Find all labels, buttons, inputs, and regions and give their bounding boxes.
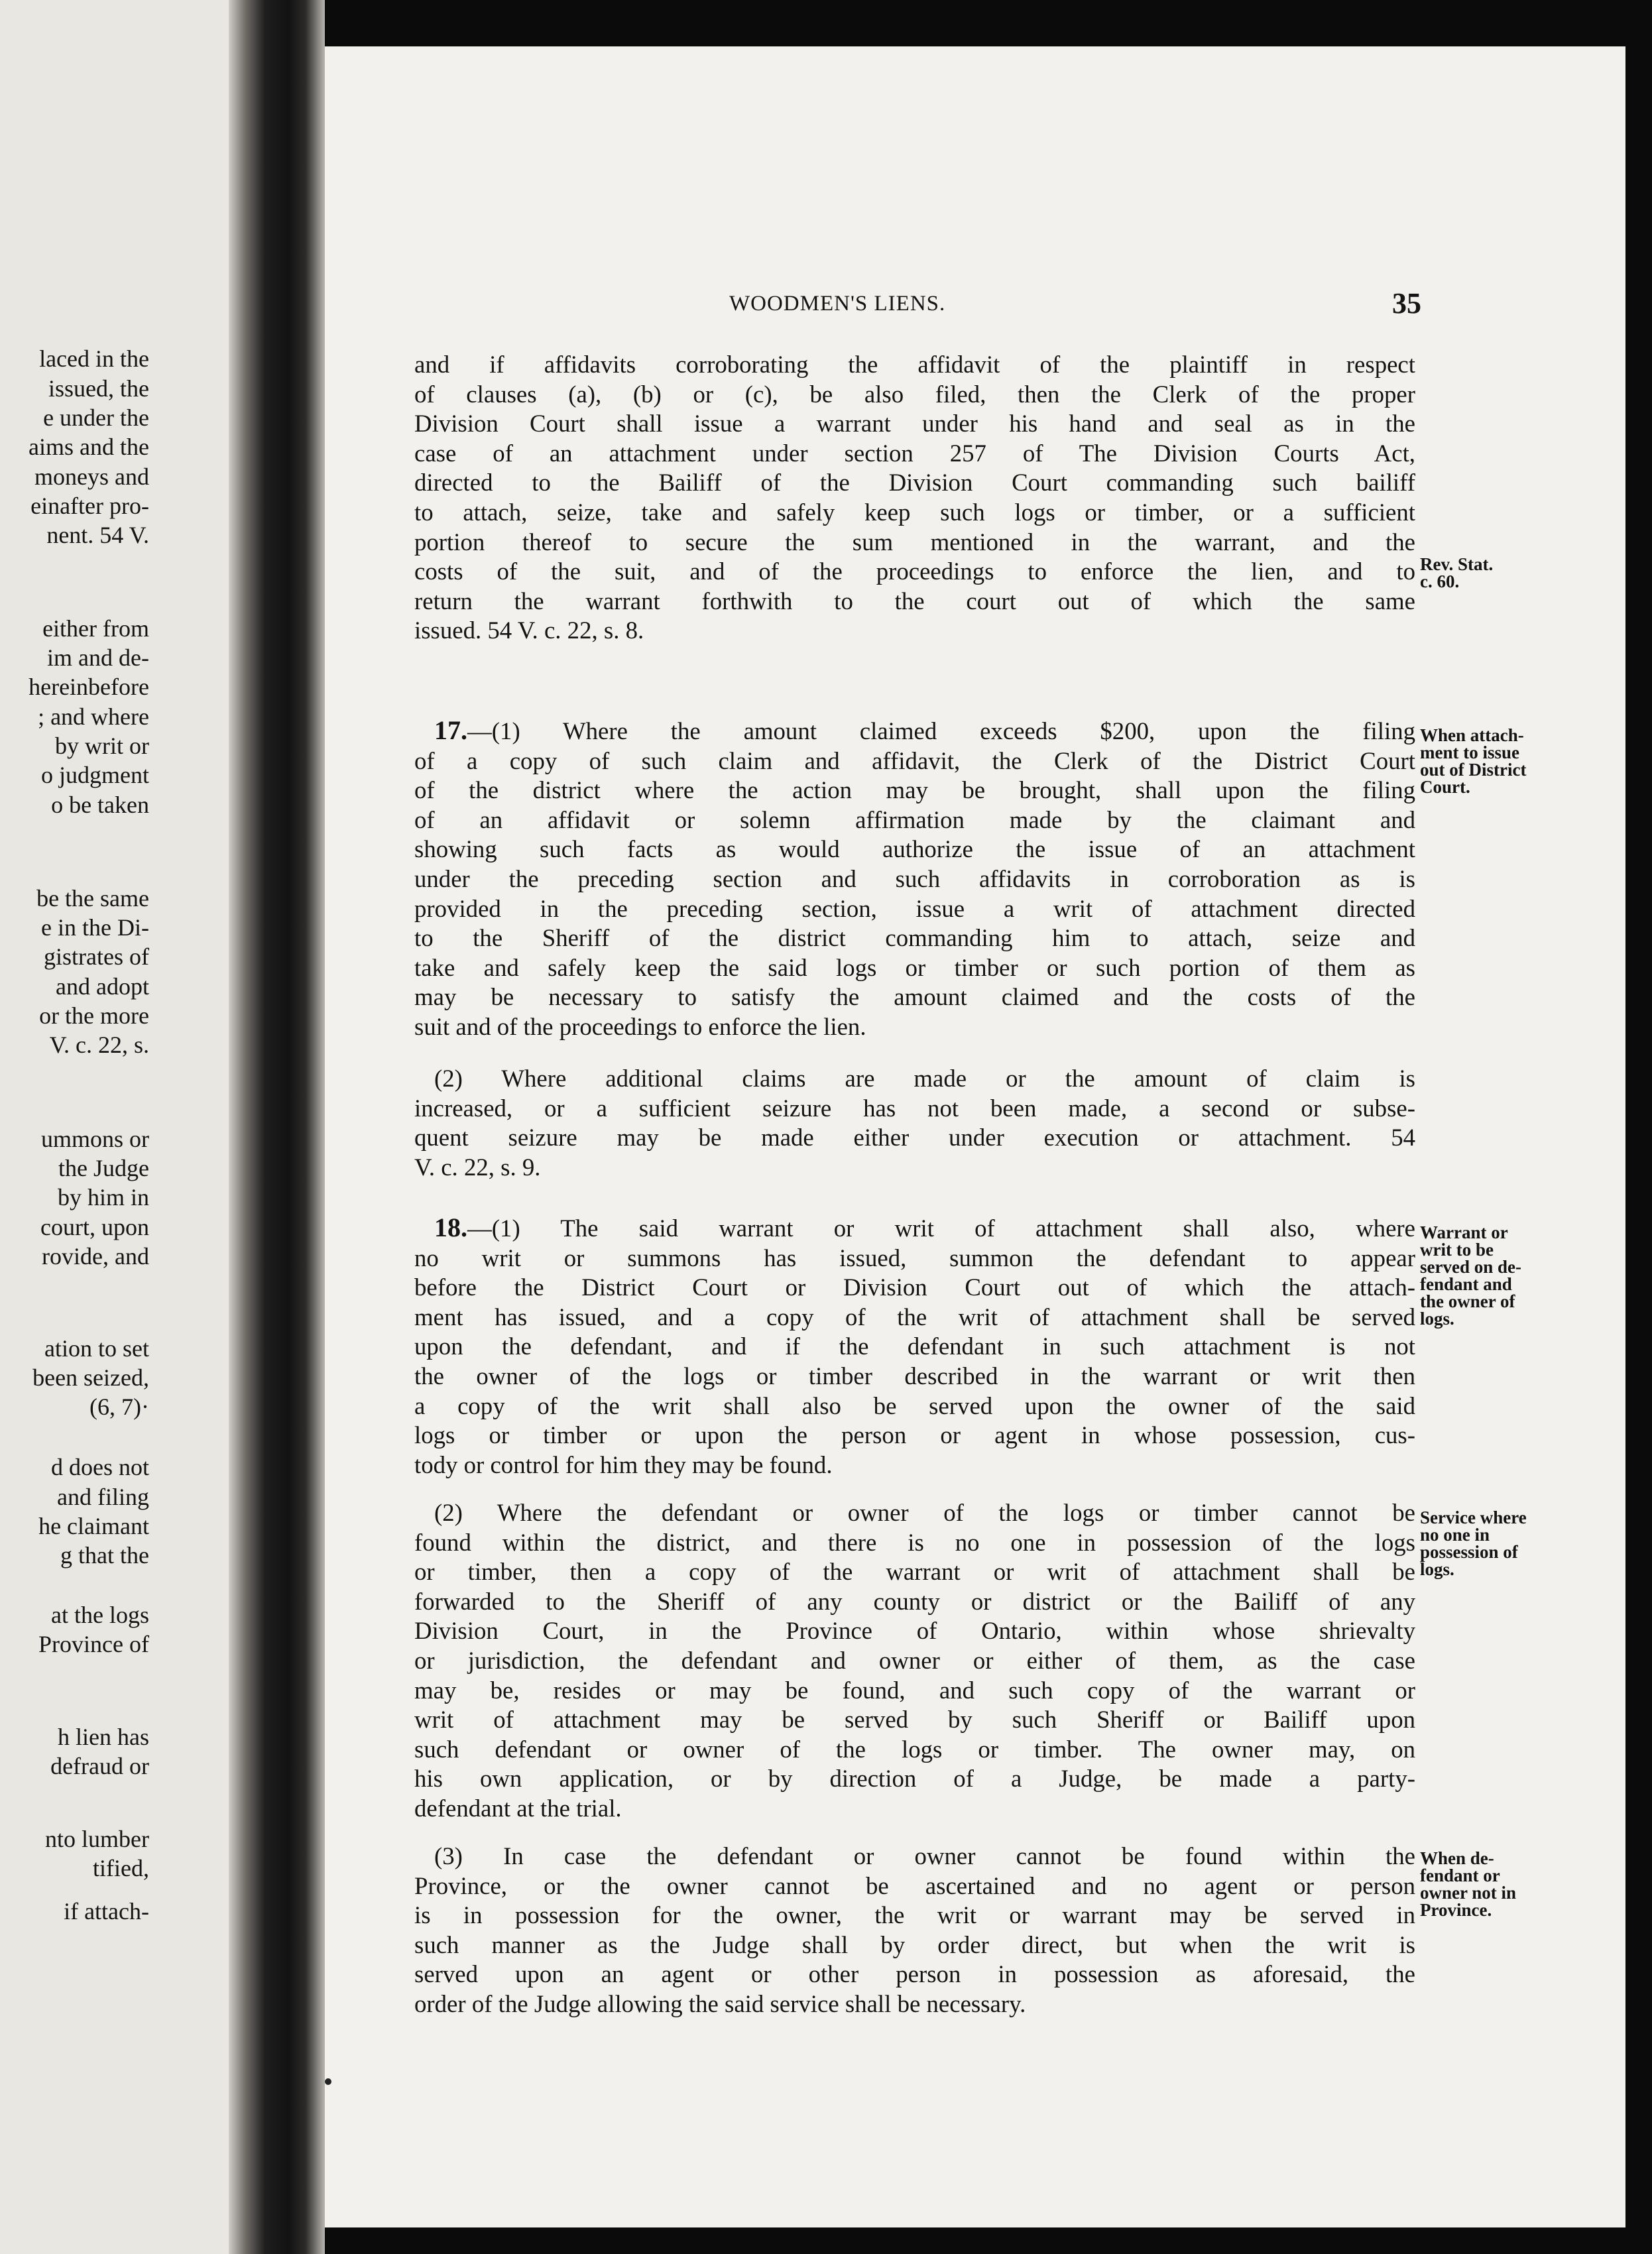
marginal-note-line: out of District [1420,760,1527,780]
page-number: 35 [1392,287,1421,320]
text-line: Division Court shall issue a warrant under his hand and seal as in the [414,410,1415,438]
text-line: suit and of the proceedings to enforce the lien. [414,1012,866,1040]
marginal-note-line: served on de- [1420,1257,1521,1277]
text-line: to attach, seize, take and safely keep such logs or timber, or a sufficient [414,498,1415,526]
text-line: no writ or summons has issued, summon the defendant to appear [414,1244,1415,1272]
text-line: forwarded to the Sheriff of any county or district or the Bailiff of any [414,1587,1415,1615]
text-line: or timber, then a copy of the warrant or writ of attachment shall be [414,1558,1415,1586]
marginal-note-line: Court. [1420,777,1470,797]
left-page-line: rovide, and [42,1243,149,1270]
left-page-line: by him in [57,1184,149,1211]
left-page-line: by writ or [55,733,149,759]
marginal-note-n2 [1420,727,1526,796]
text-line [414,1213,1415,1244]
text-line: costs of the suit, and of the proceedings to enforce the lien, and to [414,558,1415,585]
left-page-line: o judgment [41,762,149,788]
left-page-line: been seized, [32,1364,149,1391]
marginal-note-line: ment to issue [1420,742,1519,762]
text-line-content: —(1) The said warrant or writ of attachment shall also, where [467,1215,1415,1242]
left-page-line: defraud or [50,1753,149,1779]
left-page-line: and filing [57,1484,149,1510]
text-line: case of an attachment under section 257 of The Division Courts Act, [414,439,1415,467]
marginal-note-line: Warrant or [1420,1222,1508,1242]
text-line: tody or control for him they may be found. [414,1451,833,1478]
right-page [325,46,1625,2227]
marginal-note-line: When attach- [1420,725,1524,745]
left-page-line: ; and where [38,703,149,730]
marginal-note-line: Rev. Stat. [1420,554,1494,574]
text-line: under the preceding section and such affidavits in corroboration as is [414,864,1415,892]
text-line: the owner of the logs or timber described in the warrant or writ then [414,1362,1415,1390]
paragraph-p5 [414,1498,1415,1824]
text-line: issued. 54 V. c. 22, s. 8. [414,617,644,644]
paragraph-p6 [414,1842,1415,2019]
text-line: to the Sheriff of the district commanding him to attach, seize and [414,924,1415,952]
left-page-line: aims and the [29,434,149,460]
left-page-line: ation to set [44,1335,149,1362]
left-page-line: h lien has [58,1724,149,1750]
printer-dot [325,2078,331,2085]
left-page-line: or the more [39,1002,149,1029]
left-page-line: o be taken [51,792,149,818]
text-line: defendant at the trial. [414,1794,622,1822]
marginal-note-line: When de- [1420,1848,1494,1868]
marginal-note-line: logs. [1420,1559,1454,1579]
marginal-note-line: the owner of [1420,1291,1515,1311]
text-line [414,716,1415,746]
marginal-note-line: Province. [1420,1900,1492,1920]
marginal-note-line: c. 60. [1420,571,1460,591]
left-page-line: if attach- [64,1898,149,1925]
text-line: such manner as the Judge shall by order direct, but when the writ is [414,1930,1415,1958]
text-line: of the district where the action may be brought, shall upon the filing [414,776,1415,804]
text-line: found within the district, and there is no one in possession of the logs [414,1528,1415,1556]
running-header: WOODMEN'S LIENS. [729,292,946,316]
text-line: Division Court, in the Province of Ontario, within whose shrievalty [414,1617,1415,1645]
marginal-note-n3 [1420,1224,1521,1327]
text-line: his own application, or by direction of a Judge, be made a party- [414,1765,1415,1793]
left-page-line: he claimant [38,1513,149,1539]
text-line: quent seizure may be made either under execution or attachment. 54 [414,1124,1415,1152]
section-number: 18. [434,1213,467,1242]
book-gutter [229,0,325,2254]
left-page-line: nto lumber [45,1826,149,1852]
text-line: of a copy of such claim and affidavit, the Clerk of the District Court [414,746,1415,774]
left-page-line: im and de- [47,644,149,671]
left-page-line: laced in the [39,345,149,372]
left-page-line: at the logs [51,1602,149,1628]
text-line: (2) Where additional claims are made or the amount of claim is [434,1065,1415,1092]
section-number: 17. [434,715,467,745]
text-line: order of the Judge allowing the said service shall be necessary. [414,1989,1026,2017]
text-line: (3) In case the defendant or owner cannot be found within the [434,1842,1415,1869]
left-page-line: ummons or [40,1126,149,1152]
marginal-note-line: possession of [1420,1542,1518,1562]
left-page-line: d does not [51,1454,149,1480]
left-page-line: be the same [36,885,149,912]
text-line: may be necessary to satisfy the amount claimed and the costs of the [414,983,1415,1011]
left-page-line: (6, 7)· [89,1394,149,1420]
text-line: may be, resides or may be found, and such copy of the warrant or [414,1676,1415,1704]
marginal-note-n4 [1420,1509,1527,1578]
left-page-line: g that the [60,1542,149,1569]
text-line: (2) Where the defendant or owner of the logs or timber cannot be [434,1499,1415,1526]
text-line: directed to the Bailiff of the Division Court commanding such bailiff [414,469,1415,497]
left-page-line: einafter pro- [30,493,149,519]
text-line: or jurisdiction, the defendant and owner or either of them, as the case [414,1646,1415,1674]
text-line: take and safely keep the said logs or timber or such portion of them as [414,953,1415,981]
text-line: ment has issued, and a copy of the writ of attachment shall be served [414,1303,1415,1331]
left-page-line: the Judge [58,1155,149,1181]
left-page-line: nent. 54 V. [46,522,149,548]
left-page-line: court, upon [40,1214,149,1240]
text-line: Province, or the owner cannot be ascertained and no agent or person [414,1871,1415,1899]
marginal-note-n1 [1420,556,1493,590]
left-page-line: and adopt [56,973,149,1000]
text-line: showing such facts as would authorize the issue of an attachment [414,835,1415,863]
marginal-note-line: owner not in [1420,1883,1517,1903]
text-line: and if affidavits corroborating the affidavit of the plaintiff in respect [414,351,1415,378]
left-page-line: e under the [43,404,149,431]
left-page-line: V. c. 22, s. [49,1032,149,1058]
marginal-note-line: fendant or [1420,1866,1500,1885]
left-page-line: e in the Di- [41,914,149,941]
text-line: is in possession for the owner, the writ or warrant may be served in [414,1901,1415,1929]
text-line: served upon an agent or other person in possession as aforesaid, the [414,1960,1415,1988]
left-page-line: moneys and [34,463,149,490]
text-line: writ of attachment may be served by such Sheriff or Bailiff upon [414,1706,1415,1734]
text-line: such defendant or owner of the logs or timber. The owner may, on [414,1735,1415,1763]
paragraph-p2 [414,716,1415,1042]
marginal-note-line: logs. [1420,1309,1454,1329]
text-line: V. c. 22, s. 9. [414,1153,541,1181]
left-page-fragment [0,0,229,2254]
paragraph-p3 [414,1064,1415,1182]
paragraph-p4 [414,1213,1415,1480]
marginal-note-line: no one in [1420,1525,1490,1545]
text-line: logs or timber or upon the person or agent in whose possession, cus- [414,1421,1415,1449]
left-page-line: hereinbefore [29,674,149,700]
text-line: upon the defendant, and if the defendant in such attachment is not [414,1333,1415,1360]
paragraph-p1 [414,350,1415,646]
text-line: portion thereof to secure the sum mentioned in the warrant, and the [414,528,1415,556]
text-line: return the warrant forthwith to the court out of which the same [414,587,1415,615]
text-line: before the District Court or Division Court out of which the attach- [414,1274,1415,1301]
text-line: of clauses (a), (b) or (c), be also filed, then the Clerk of the proper [414,380,1415,408]
marginal-note-line: Service where [1420,1508,1527,1527]
marginal-note-line: writ to be [1420,1240,1494,1260]
left-page-line: issued, the [48,375,149,402]
text-line: increased, or a sufficient seizure has not been made, a second or subse- [414,1094,1415,1122]
left-page-line: gistrates of [44,943,149,970]
marginal-note-n5 [1420,1850,1516,1919]
left-page-line: tified, [93,1855,149,1881]
left-page-line: Province of [38,1631,149,1657]
text-line-content: —(1) Where the amount claimed exceeds $200, upon the filing [467,717,1415,744]
text-line: of an affidavit or solemn affirmation made by the claimant and [414,805,1415,833]
text-line: provided in the preceding section, issue a writ of attachment directed [414,894,1415,922]
left-page-line: either from [42,615,149,642]
marginal-note-line: fendant and [1420,1274,1512,1294]
text-line: a copy of the writ shall also be served upon the owner of the said [414,1392,1415,1419]
